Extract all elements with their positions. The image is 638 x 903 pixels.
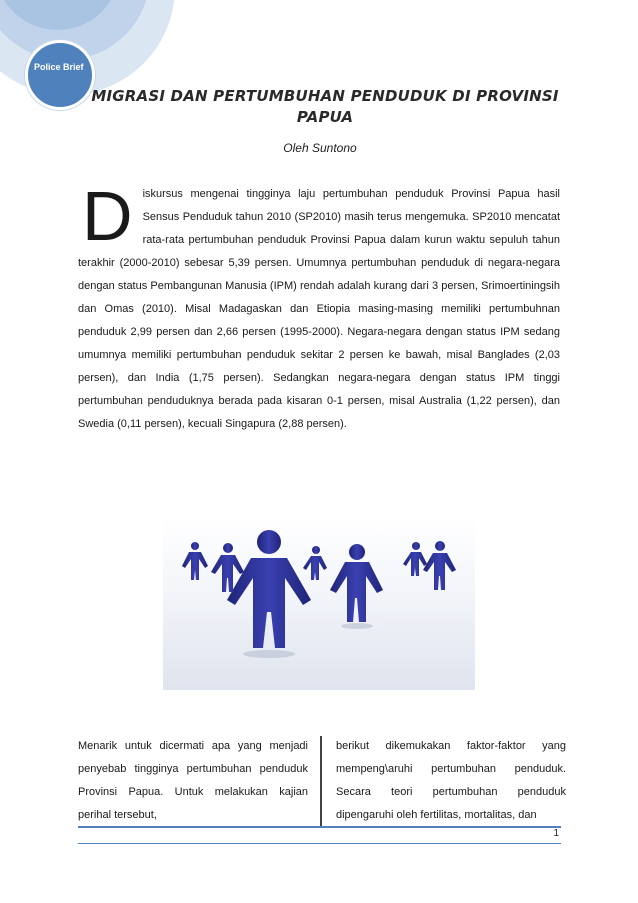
column-right-text: berikut dikemukakan faktor-faktor yang mempeng\aruhi pertumbuhan penduduk. Secara teori pertumbuhan penduduk dipengaruhi oleh fertilitas, mortalitas, dan <box>336 740 566 821</box>
person-icon <box>182 542 208 580</box>
badge-label: Police Brief <box>34 62 84 72</box>
intro-paragraph <box>78 177 560 436</box>
people-illustration <box>163 516 475 690</box>
footer-bottom-rule <box>78 843 561 844</box>
document-title: MIGRASI DAN PERTUMBUHAN PENDUDUK DI PROVINSI PAPUA <box>91 87 559 126</box>
person-icon <box>330 544 383 629</box>
page-number-box <box>78 828 561 844</box>
drop-cap: D <box>82 177 133 255</box>
column-left-text: Menarik untuk dicermati apa yang menjadi penyebab tingginya pertumbuhan penduduk Provinsi Papua. Untuk melakukan kajian perihal tersebut, <box>78 740 308 821</box>
page-number: 1 <box>553 828 559 839</box>
people-figures-svg <box>163 516 475 690</box>
person-icon <box>403 542 427 576</box>
person-icon <box>303 546 327 580</box>
author-line: Oleh Suntono <box>283 141 357 155</box>
police-brief-badge <box>25 40 95 110</box>
column-divider <box>320 736 322 828</box>
person-icon <box>227 530 311 658</box>
intro-text: iskursus mengenai tingginya laju pertumbuhan penduduk Provinsi Papua hasil Sensus Penduduk tahun 2010 (SP2010) masih terus mengemuka. SP2010 mencatat rata-rata pertumbuhan penduduk Provinsi Papua dalam kurun waktu sepuluh tahun terakhir (2000-2010) sebesar 5,39 persen. Umumnya pertumbuhan penduduk di negara-negara dengan status Pembangunan Manusia (IPM) rendah adalah kurang dari 3 persen, Srimoertiningsih dan Omas (2010). Misal Madagaskan dan Etiopia masing-masing memiliki pertumbuhnan penduduk 2,99 persen dan 2,66 persen (1995-2000). Negara-negara dengan status IPM sedang umumnya memiliki pertumbuhan penduduk sekitar 2 persen ke bawah, misal Banglades (2,03 persen), dan India (1,75 persen). Sedangkan negara-negara dengan status IPM tinggi pertumbuhan penduduknya berada pada kisaran 0-1 persen, misal Australia (1,22 persen), dan Swedia (0,11 persen), kecuali Singapura (2,88 persen). <box>78 188 560 430</box>
person-icon <box>423 541 456 590</box>
